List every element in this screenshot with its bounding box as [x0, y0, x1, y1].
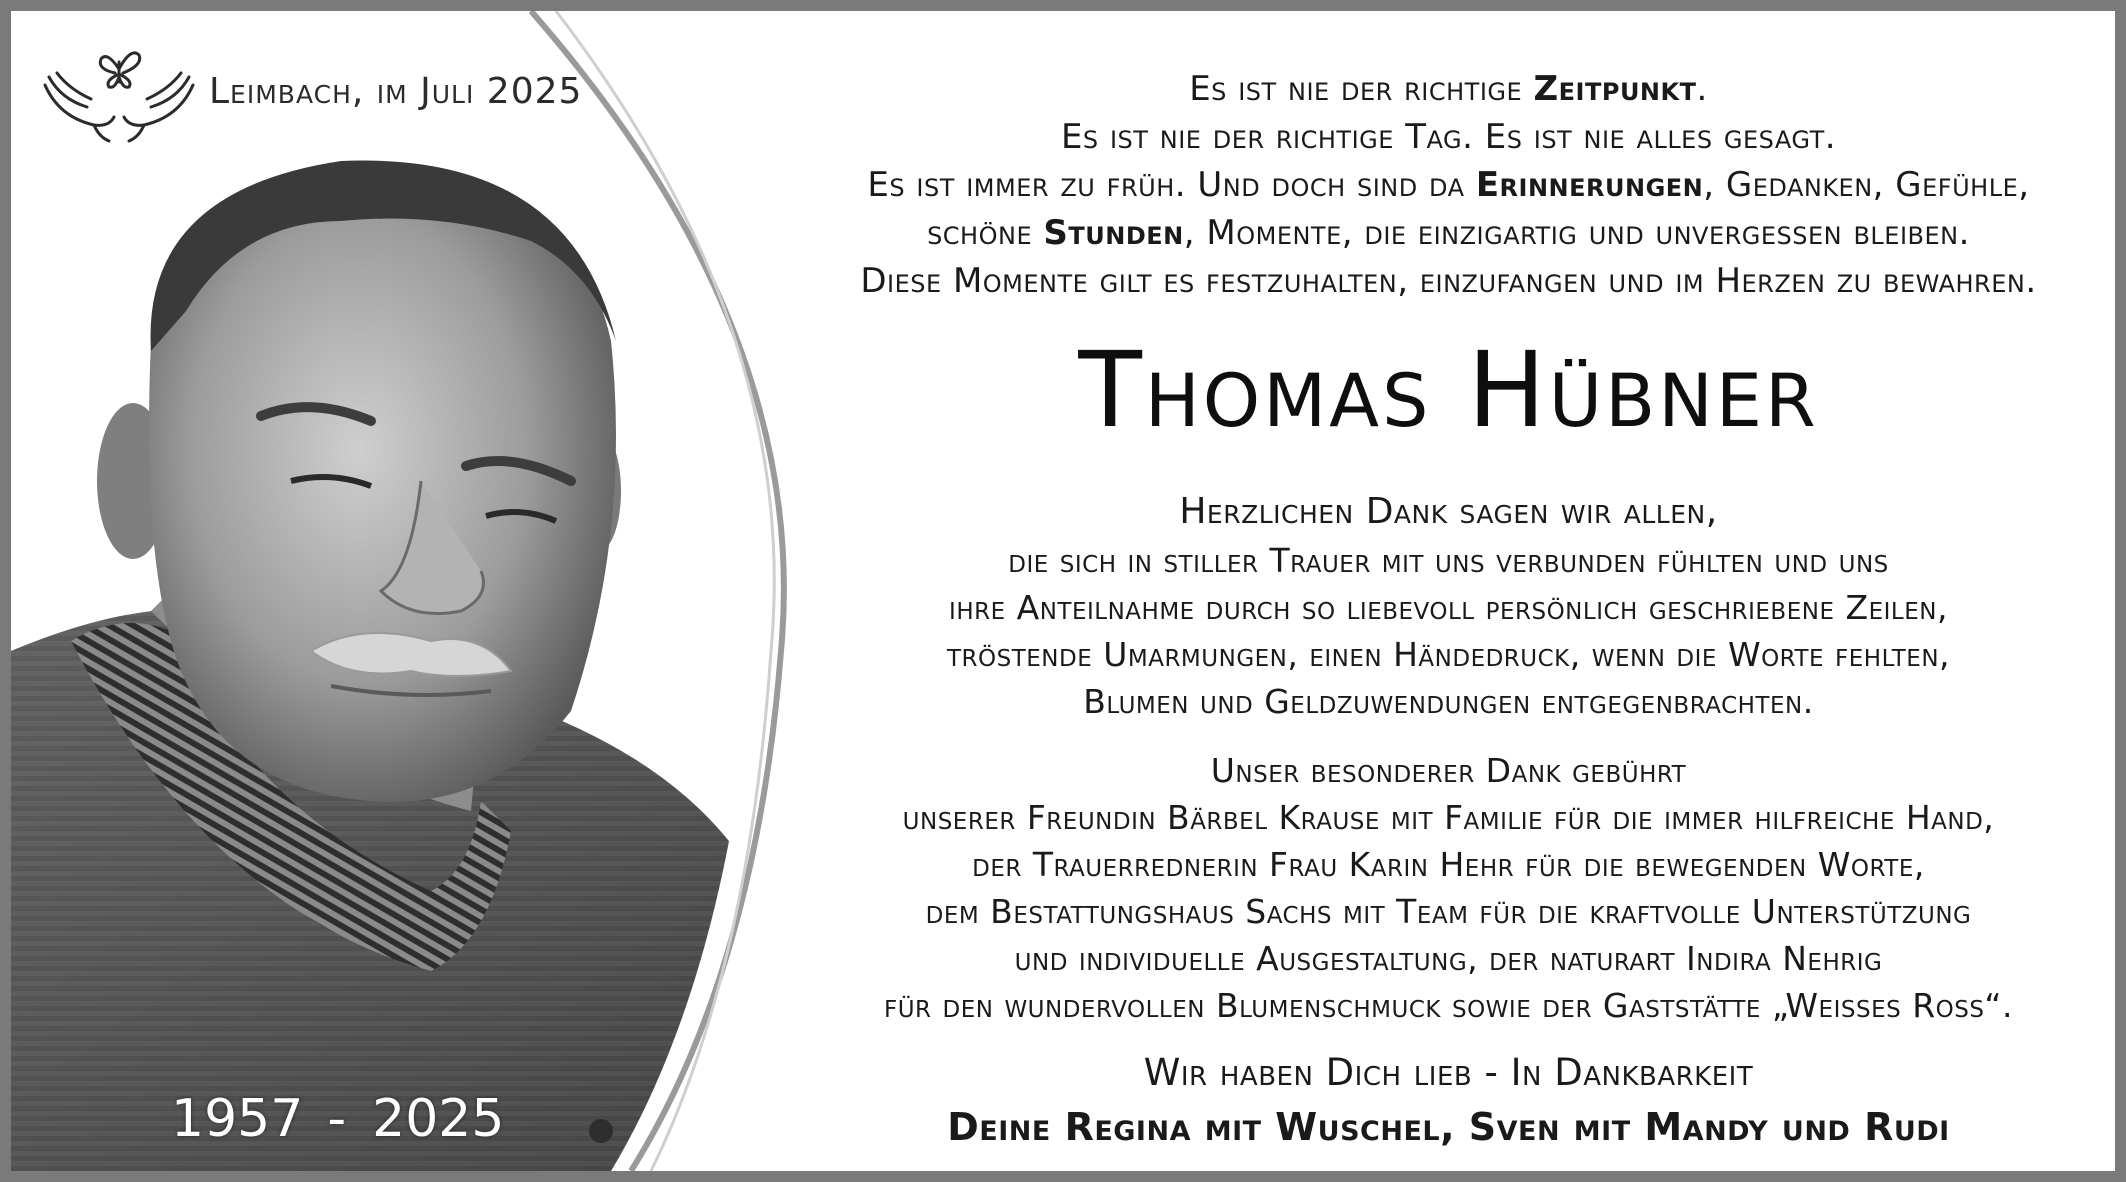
life-years: [171, 1089, 504, 1149]
signature-line-1: Wir haben Dich lieb - In Dankbarkeit: [1143, 1051, 1754, 1094]
quote-emphasis: Stunden: [1043, 213, 1184, 253]
special-thanks-line: für den wundervollen Blumenschmuck sowie der Gaststätte „Weisses Ross“.: [883, 986, 2014, 1025]
special-thanks-line: der Trauerrednerin Frau Karin Hehr für die bewegenden Worte,: [972, 845, 1925, 884]
thanks-line: die sich in stiller Trauer mit uns verbunden fühlten und uns: [1008, 541, 1889, 580]
quote-line-1: Es ist nie der richtige Zeitpunkt.: [1189, 69, 1708, 109]
signature-line-2: Deine Regina mit Wuschel, Sven mit Mandy und Rudi: [947, 1105, 1950, 1149]
thanks-line: ihre Anteilnahme durch so liebevoll persönlich geschriebene Zeilen,: [949, 588, 1948, 627]
thanks-line: tröstende Umarmungen, einen Händedruck, wenn die Worte fehlten,: [946, 635, 1951, 674]
years-separator: -: [327, 1089, 347, 1149]
quote-emphasis: Zeitpunkt: [1533, 69, 1697, 109]
text-column: [771, 11, 2126, 1171]
birth-year: 1957: [171, 1089, 304, 1149]
special-thanks-line: dem Bestattungshaus Sachs mit Team für die kraftvolle Unterstützung: [925, 892, 1972, 931]
portrait-photo: [11, 11, 811, 1171]
quote-line-5: Diese Momente gilt es festzuhalten, einzufangen und im Herzen zu bewahren.: [860, 261, 2037, 301]
deceased-name: Thomas Hübner: [1078, 329, 1819, 451]
portrait-panel: [11, 11, 811, 1171]
special-thanks-line: und individuelle Ausgestaltung, der naturart Indira Nehrig: [1014, 939, 1883, 978]
special-thanks-line: unserer Freundin Bärbel Krause mit Familie für die immer hilfreiche Hand,: [902, 798, 1995, 837]
hands-with-butterfly-icon: [39, 37, 199, 147]
place-date: Leimbach, im Juli 2025: [209, 71, 583, 112]
quote-emphasis: Erinnerungen: [1475, 165, 1704, 205]
death-year: 2025: [372, 1089, 505, 1149]
thanks-line: Blumen und Geldzuwendungen entgegenbrachten.: [1083, 682, 1814, 721]
thanks-heading: Herzlichen Dank sagen wir allen,: [1179, 491, 1718, 532]
quote-line-3: Es ist immer zu früh. Und doch sind da Erinnerungen, Gedanken, Gefühle,: [867, 165, 2030, 205]
quote-line-2: Es ist nie der richtige Tag. Es ist nie alles gesagt.: [1060, 117, 1837, 157]
quote-line-4: schöne Stunden, Momente, die einzigartig und unvergessen bleiben.: [927, 213, 1970, 253]
special-thanks-line: Unser besonderer Dank gebührt: [1210, 751, 1687, 790]
